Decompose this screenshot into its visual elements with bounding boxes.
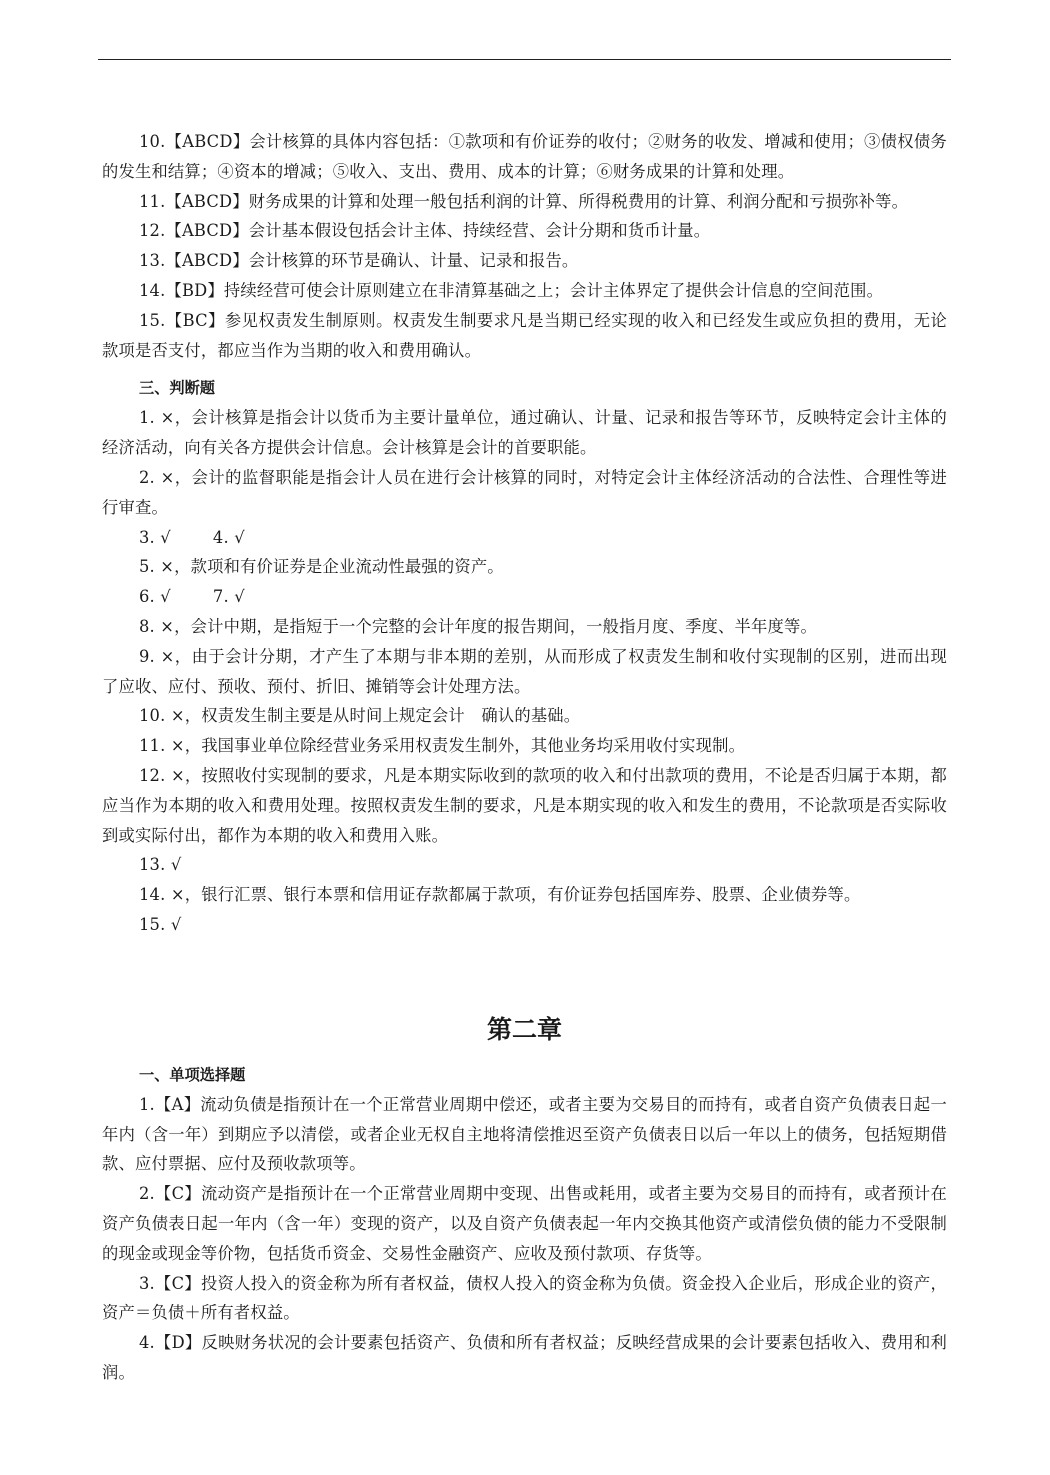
chapter-title: 第二章 <box>486 1014 562 1044</box>
answer-item: 1.【A】流动负债是指预计在一个正常营业周期中偿还，或者主要为交易目的而持有，或者自资产负债表日起一年内（含一年）到期应予以清偿，或者企业无权自主地将清偿推迟至资产负债表日以后一年以上的债务，包括短期借款、应付票据、应付及预收款项等。 <box>102 1094 947 1174</box>
answer-item: 15. √ <box>139 914 182 934</box>
answer-item: 12. ×，按照收付实现制的要求，凡是本期实际收到的款项的收入和付出款项的费用，不论是否归属于本期，都应当作为本期的收入和费用处理。按照权责发生制的要求，凡是本期实现的收入和发生的费用，不论款项是否实际收到或实际付出，都作为本期的收入和费用入账。 <box>102 765 947 845</box>
answer-item: 3.【C】投资人投入的资金称为所有者权益，债权人投入的资金称为负债。资金投入企业后，形成企业的资产，资产＝负债＋所有者权益。 <box>102 1273 947 1323</box>
answer-item: 13. √ <box>139 855 182 875</box>
answer-item: 14. ×，银行汇票、银行本票和信用证存款都属于款项，有价证券包括国库券、股票、企业债券等。 <box>139 885 861 905</box>
section-heading-single-choice: 一、单项选择题 <box>139 1065 246 1084</box>
answer-item: 8. ×，会计中期，是指短于一个完整的会计年度的报告期间，一般指月度、季度、半年度等。 <box>139 616 817 636</box>
answer-item: 2.【C】流动资产是指预计在一个正常营业周期中变现、出售或耗用，或者主要为交易目的而持有，或者预计在资产负债表日起一年内（含一年）变现的资产，以及自资产负债表起一年内交换其他资产或清偿负债的能力不受限制的现金或现金等价物，包括货币资金、交易性金融资产、应收及预付款项、存货等。 <box>102 1184 947 1263</box>
answer-item: 3. √ <box>139 527 171 547</box>
answer-item-pair <box>102 523 947 553</box>
answer-item: 11.【ABCD】财务成果的计算和处理一般包括利润的计算、所得税费用的计算、利润分配和亏损弥补等。 <box>139 191 909 211</box>
answer-item: 4. √ <box>212 527 245 547</box>
section-heading-judgment: 三、判断题 <box>139 379 215 398</box>
answer-item: 13.【ABCD】会计核算的环节是确认、计量、记录和报告。 <box>139 251 579 271</box>
answer-item: 7. √ <box>212 587 245 607</box>
answer-item: 2. ×，会计的监督职能是指会计人员在进行会计核算的同时，对特定会计主体经济活动的合法性、合理性等进行审查。 <box>102 467 947 517</box>
answer-item: 14.【BD】持续经营可使会计原则建立在非清算基础之上；会计主体界定了提供会计信息的空间范围。 <box>139 280 884 300</box>
answer-item: 12.【ABCD】会计基本假设包括会计主体、持续经营、会计分期和货币计量。 <box>139 221 711 241</box>
answer-item-pair <box>102 582 947 612</box>
answer-item: 15.【BC】参见权责发生制原则。权责发生制要求凡是当期已经实现的收入和已经发生或应负担的费用，无论款项是否支付，都应当作为当期的收入和费用确认。 <box>102 310 947 360</box>
answer-item: 1. ×，会计核算是指会计以货币为主要计量单位，通过确认、计量、记录和报告等环节，反映特定会计主体的经济活动，向有关各方提供会计信息。会计核算是会计的首要职能。 <box>102 408 947 458</box>
answer-item: 6. √ <box>139 587 171 607</box>
answer-item: 9. ×，由于会计分期，才产生了本期与非本期的差别，从而形成了权责发生制和收付实现制的区别，进而出现了应收、应付、预收、预付、折旧、摊销等会计处理方法。 <box>102 646 947 696</box>
header-rule <box>98 59 951 60</box>
answer-item: 10.【ABCD】会计核算的具体内容包括：①款项和有价证券的收付；②财务的收发、增减和使用；③债权债务的发生和结算；④资本的增减；⑤收入、支出、费用、成本的计算；⑥财务成果的计算和处理。 <box>102 132 947 181</box>
answer-item: 4.【D】反映财务状况的会计要素包括资产、负债和所有者权益；反映经营成果的会计要素包括收入、费用和利润。 <box>102 1333 947 1382</box>
page-content <box>102 127 947 1388</box>
answer-item: 10. ×，权责发生制主要是从时间上规定会计 确认的基础。 <box>139 706 581 726</box>
answer-item: 11. ×，我国事业单位除经营业务采用权责发生制外，其他业务均采用收付实现制。 <box>139 736 746 756</box>
answer-item: 5. ×，款项和有价证券是企业流动性最强的资产。 <box>139 557 504 577</box>
